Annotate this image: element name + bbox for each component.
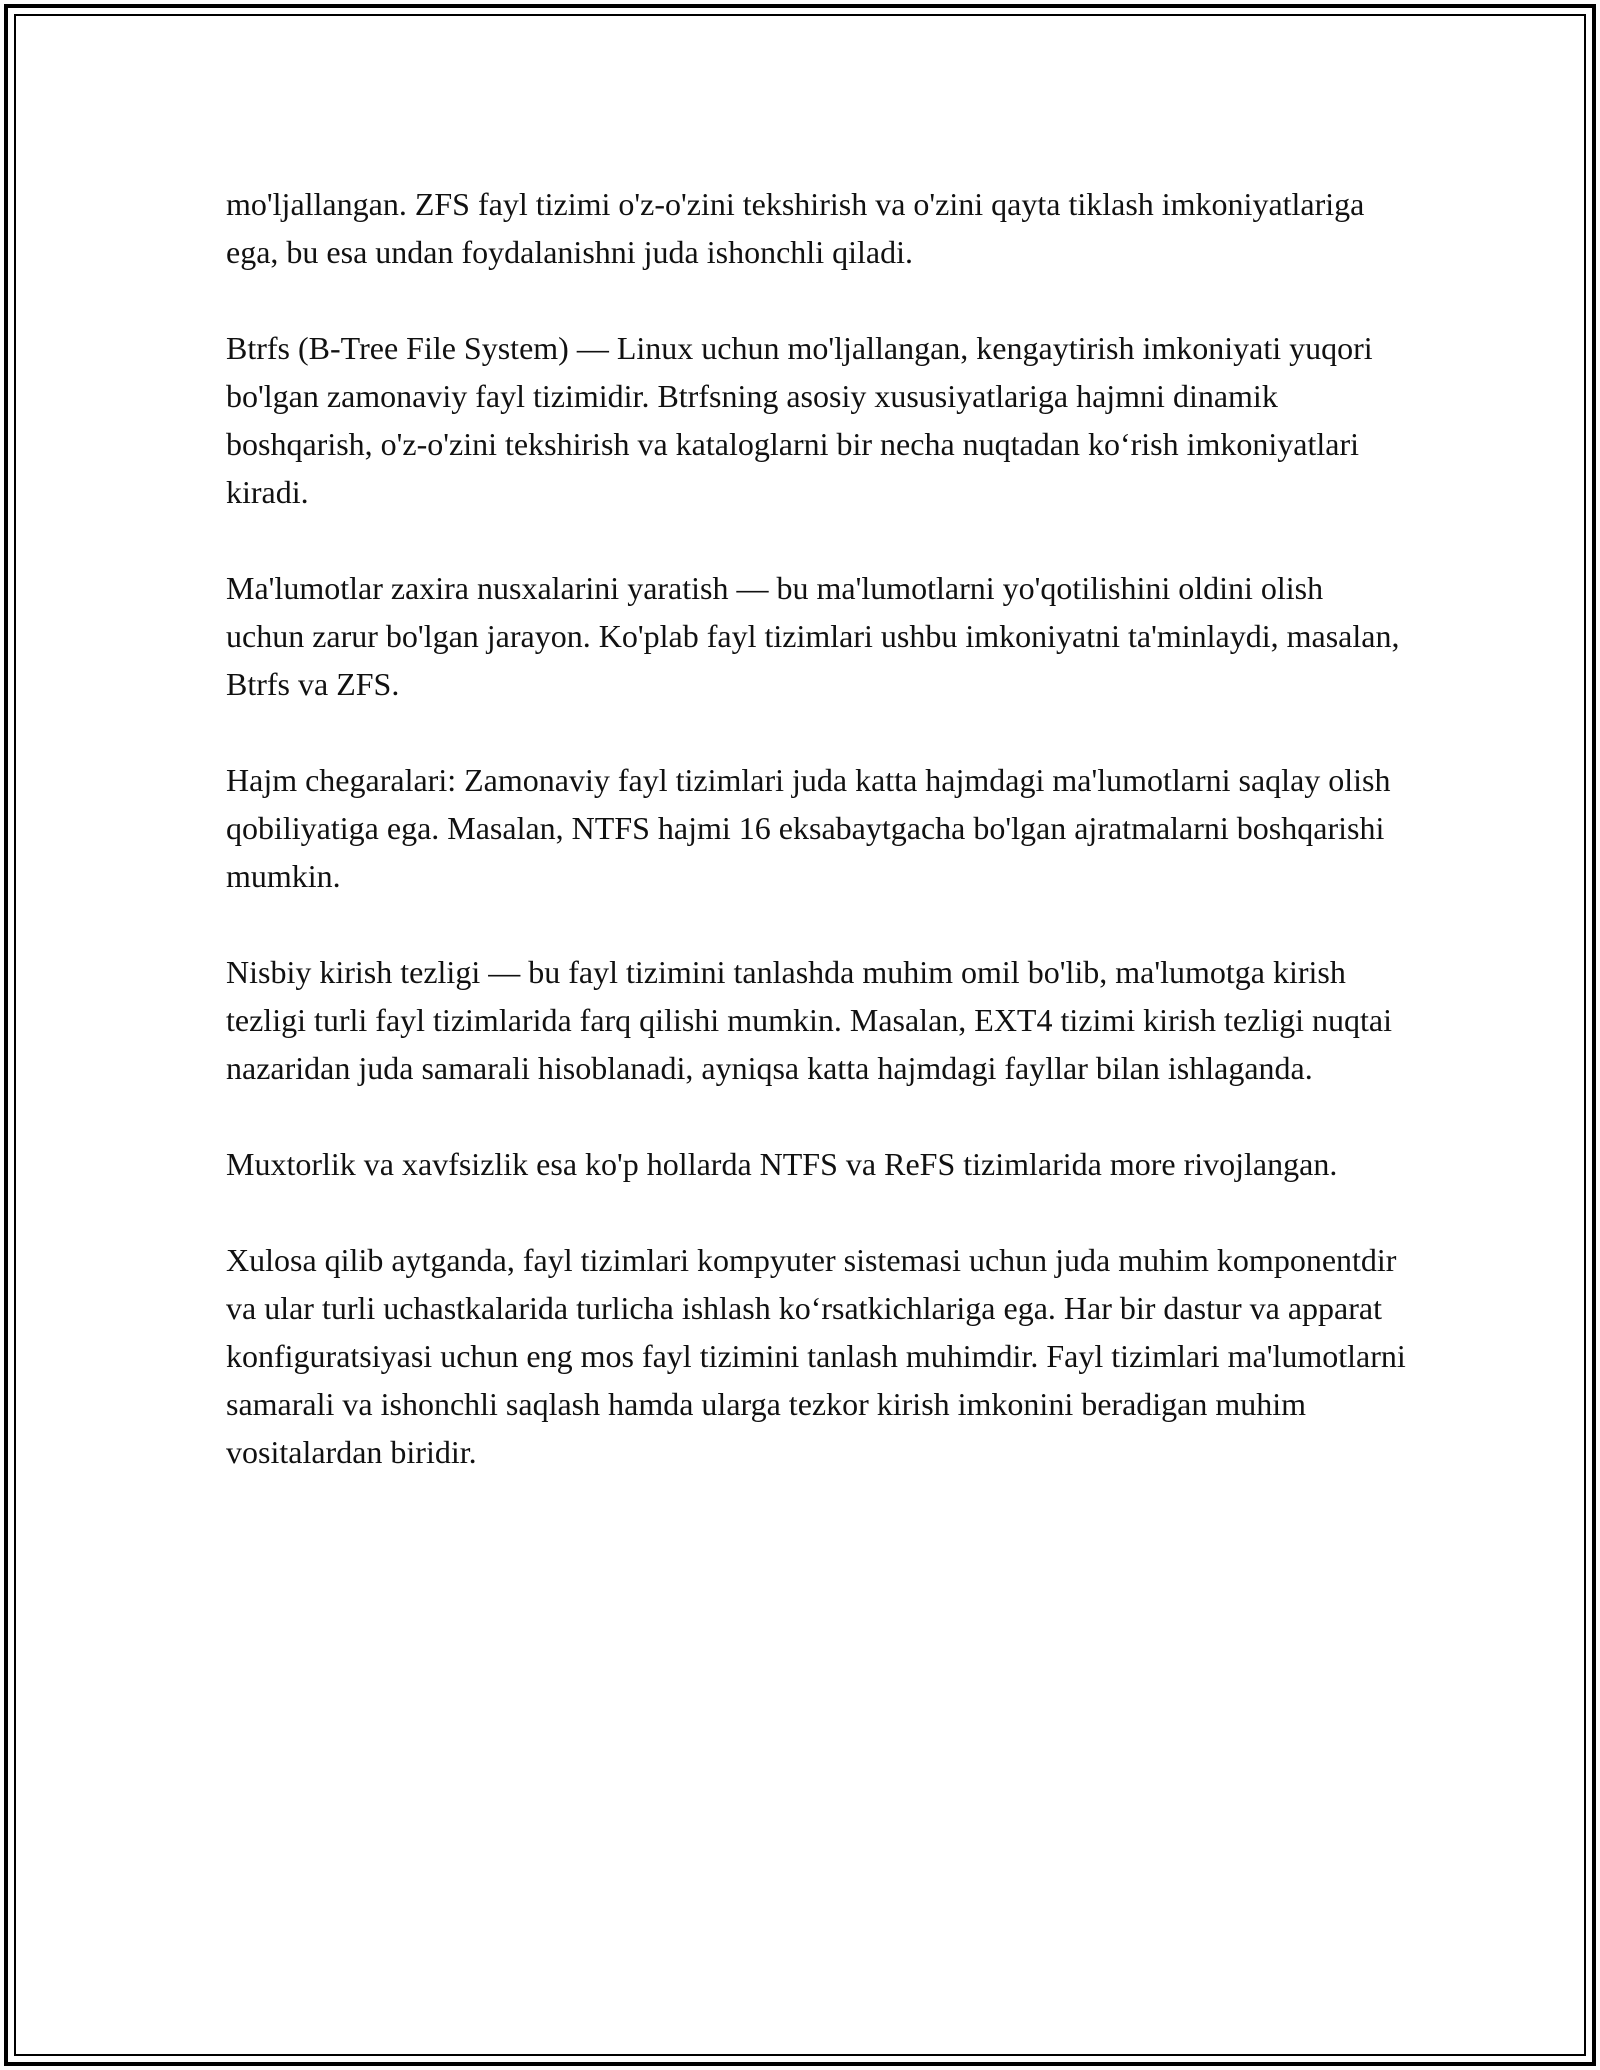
document-body (226, 180, 1406, 1524)
paragraph-backups: Ma'lumotlar zaxira nusxalarini yaratish — bu ma'lumotlarni yo'qotilishini oldini olish uchun zarur bo'lgan jarayon. Ko'plab fayl tizimlari ushbu imkoniyatni ta'minlaydi, masalan, Btrfs va ZFS. (226, 570, 1400, 702)
paragraph-btrfs: Btrfs (B-Tree File System) — Linux uchun mo'ljallangan, kengaytirish imkoniyati yuqori bo'lgan zamonaviy fayl tizimidir. Btrfsning asosiy xususiyatlariga hajmni dinamik boshqarish, o'z-o'zini tekshirish va kataloglarni bir necha nuqtadan koʻrish imkoniyatlari kiradi. (226, 330, 1373, 510)
paragraph-zfs-continued: mo'ljallangan. ZFS fayl tizimi o'z-o'zini tekshirish va o'zini qayta tiklash imkoniyatlariga ega, bu esa undan foydalanishni juda ishonchli qiladi. (226, 186, 1365, 270)
paragraph-conclusion: Xulosa qilib aytganda, fayl tizimlari kompyuter sistemasi uchun juda muhim komponentdir va ular turli uchastkalarida turlicha ishlash koʻrsatkichlariga ega. Har bir dastur va apparat konfiguratsiyasi uchun eng mos fayl tizimini tanlash muhimdir. Fayl tizimlari ma'lumotlarni samarali va ishonchli saqlash hamda ularga tezkor kirish imkonini beradigan muhim vositalardan biridir. (226, 1242, 1406, 1470)
paragraph-access-speed: Nisbiy kirish tezligi — bu fayl tizimini tanlashda muhim omil bo'lib, ma'lumotga kirish tezligi turli fayl tizimlarida farq qilishi mumkin. Masalan, EXT4 tizimi kirish tezligi nuqtai nazaridan juda samarali hisoblanadi, ayniqsa katta hajmdagi fayllar bilan ishlaganda. (226, 954, 1392, 1086)
paragraph-security: Muxtorlik va xavfsizlik esa ko'p hollarda NTFS va ReFS tizimlarida more rivojlangan. (226, 1146, 1338, 1182)
paragraph-volume-limits: Hajm chegaralari: Zamonaviy fayl tizimlari juda katta hajmdagi ma'lumotlarni saqlay olish qobiliyatiga ega. Masalan, NTFS hajmi 16 eksabaytgacha bo'lgan ajratmalarni boshqarishi mumkin. (226, 762, 1391, 894)
